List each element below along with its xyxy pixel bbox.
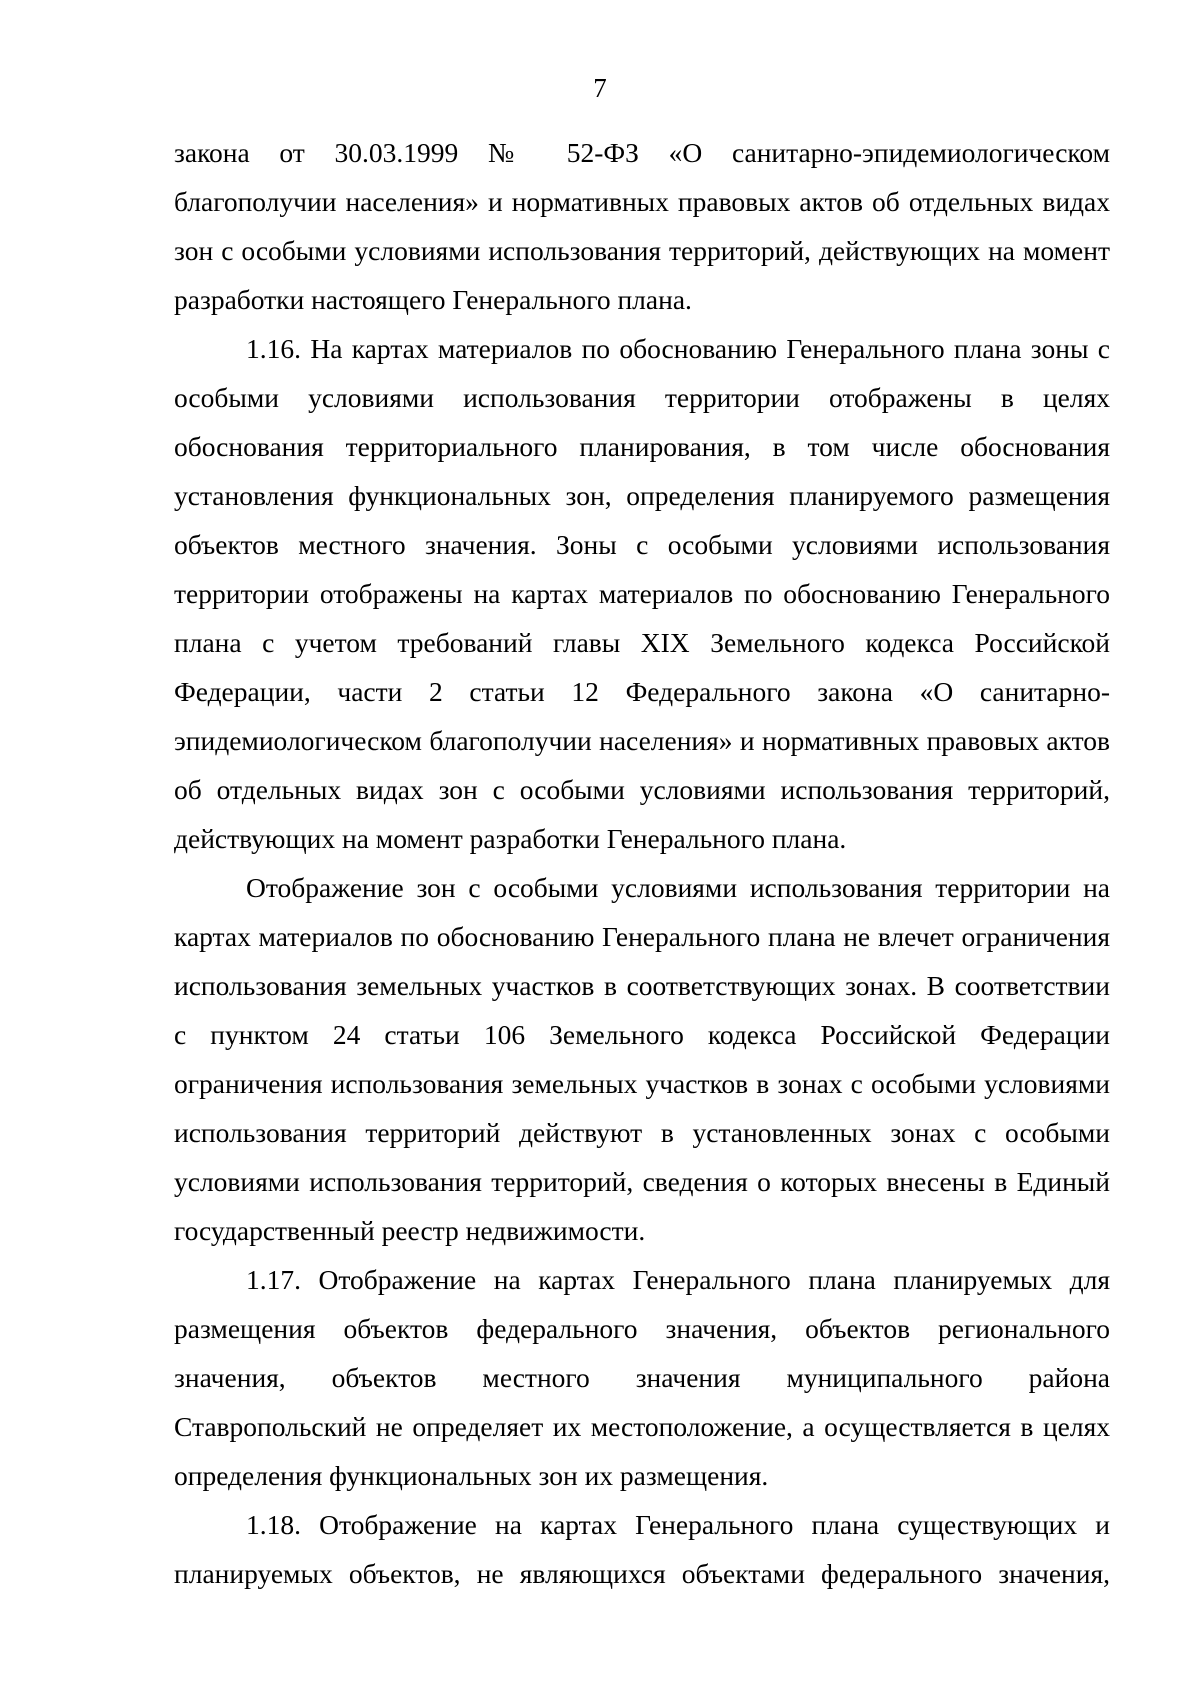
document-body: [174, 128, 1110, 1598]
paragraph-continuation: закона от 30.03.1999 № 52-ФЗ «О санитарно-эпидемиологическом благополучии населения» и нормативных правовых актов об отдельных видах зон с особыми условиями использования территорий, действующих на момент разработки настоящего Генерального плана.: [174, 137, 1110, 315]
paragraph-zone-display: Отображение зон с особыми условиями использования территории на картах материалов по обоснованию Генерального плана не влечет ограничения использования земельных участков в соответствующих зонах. В соответствии с пунктом 24 статьи 106 Земельного кодекса Российской Федерации ограничения использования земельных участков в зонах с особыми условиями использования территорий действуют в установленных зонах с особыми условиями использования территорий, сведения о которых внесены в Единый государственный реестр недвижимости.: [174, 872, 1110, 1246]
paragraph-1-17: 1.17. Отображение на картах Генерального плана планируемых для размещения объектов федерального значения, объектов регионального значения, объектов местного значения муниципального района Ставропольский не определяет их местоположение, а осуществляется в целях определения функциональных зон их размещения.: [174, 1264, 1110, 1491]
page-number: 7: [593, 73, 607, 103]
paragraph-1-18: 1.18. Отображение на картах Генерального плана существующих и планируемых объектов, не являющихся объектами федерального значения,: [174, 1509, 1110, 1589]
paragraph-1-16: 1.16. На картах материалов по обоснованию Генерального плана зоны с особыми условиями использования территории отображены в целях обоснования территориального планирования, в том числе обоснования установления функциональных зон, определения планируемого размещения объектов местного значения. Зоны с особыми условиями использования территории отображены на картах материалов по обоснованию Генерального плана с учетом требований главы XIX Земельного кодекса Российской Федерации, части 2 статьи 12 Федерального закона «О санитарно-эпидемиологическом благополучии населения» и нормативных правовых актов об отдельных видах зон с особыми условиями использования территорий, действующих на момент разработки Генерального плана.: [174, 333, 1110, 854]
